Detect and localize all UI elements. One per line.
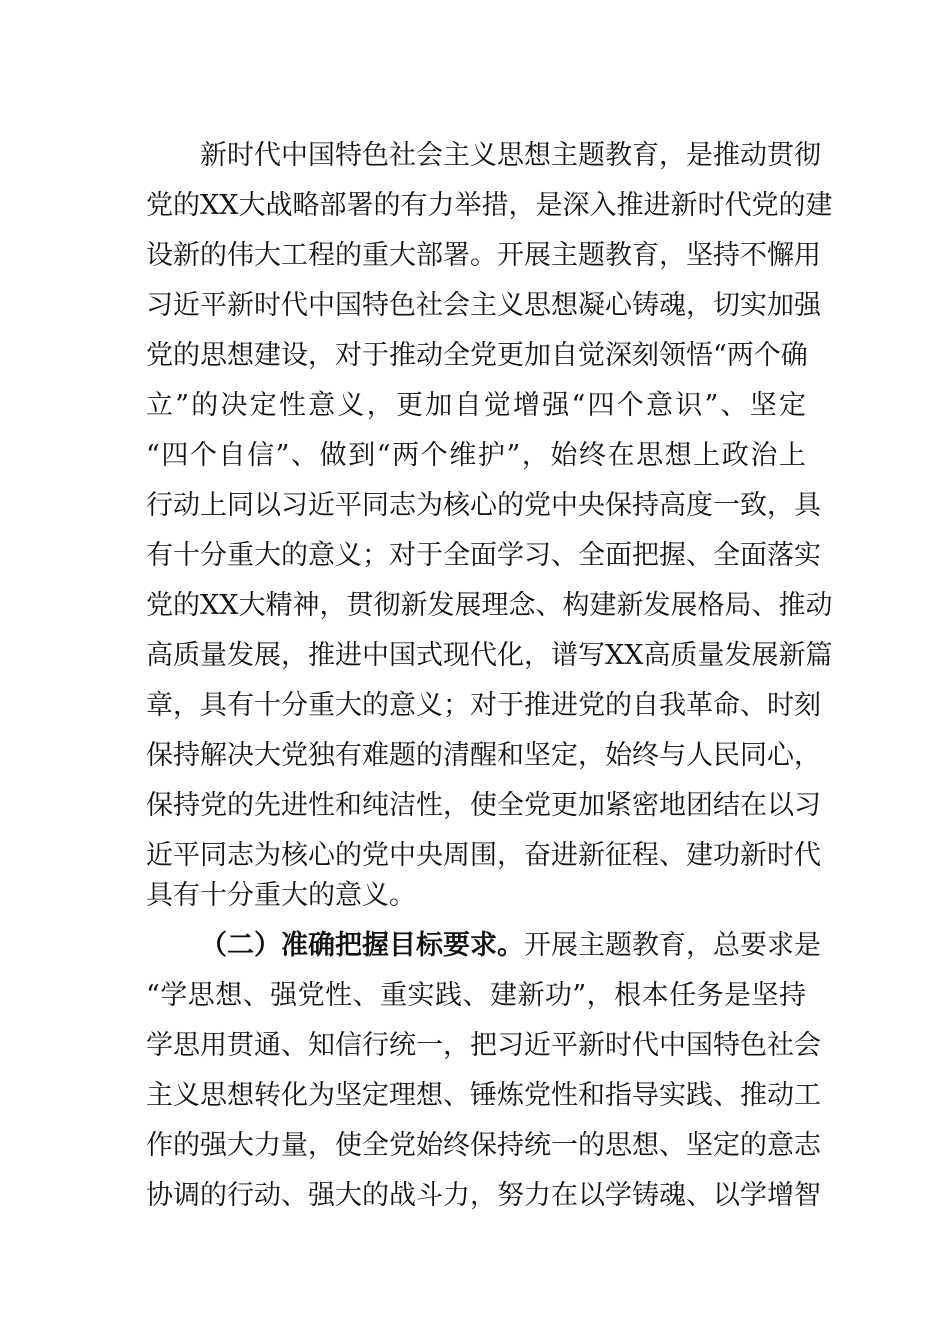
text-line: 党的XX大精神，贯彻新发展理念、构建新发展格局、推动 <box>146 590 833 621</box>
text-line: 具有十分重大的意义。 <box>146 880 416 911</box>
text-line: 协调的行动、强大的战斗力，努力在以学铸魂、以学增智 <box>146 1180 821 1211</box>
text-line: 党的XX大战略部署的有力举措，是深入推进新时代党的建 <box>146 190 833 221</box>
text-line: 学思用贯通、知信行统一，把习近平新时代中国特色社会 <box>146 1030 821 1061</box>
text-line: 主义思想转化为坚定理想、锤炼党性和指导实践、推动工 <box>146 1080 821 1111</box>
text-line: 设新的伟大工程的重大部署。开展主题教育，坚持不懈用 <box>146 240 821 271</box>
text-line: “学思想、强党性、重实践、建新功”，根本任务是坚持 <box>146 980 806 1011</box>
text-line: 章，具有十分重大的意义；对于推进党的自我革命、时刻 <box>146 690 821 721</box>
text-span: 开展主题教育，总要求是 <box>524 930 821 961</box>
text-line: 新时代中国特色社会主义思想主题教育，是推动贯彻 <box>200 140 821 171</box>
text-line: 有十分重大的意义；对于全面学习、全面把握、全面落实 <box>146 540 821 571</box>
text-line: 党的思想建设，对于推动全党更加自觉深刻领悟“两个确 <box>146 340 808 371</box>
text-line: 行动上同以习近平同志为核心的党中央保持高度一致，具 <box>146 490 821 521</box>
section-heading: （二）准确把握目标要求。 <box>200 930 524 961</box>
text-line: 作的强大力量，使全党始终保持统一的思想、坚定的意志 <box>146 1130 821 1161</box>
text-line: “四个自信”、做到“两个维护”，始终在思想上政治上 <box>146 440 806 471</box>
section-heading-line <box>200 926 821 966</box>
text-line: 高质量发展，推进中国式现代化，谱写XX高质量发展新篇 <box>146 640 833 671</box>
text-line: 保持党的先进性和纯洁性，使全党更加紧密地团结在以习 <box>146 790 821 821</box>
text-line: 立”的决定性意义，更加自觉增强“四个意识”、坚定 <box>146 390 806 421</box>
text-line: 保持解决大党独有难题的清醒和坚定，始终与人民同心， <box>146 740 821 771</box>
text-line: 习近平新时代中国特色社会主义思想凝心铸魂，切实加强 <box>146 290 821 321</box>
text-line: 近平同志为核心的党中央周围，奋进新征程、建功新时代 <box>146 840 821 871</box>
